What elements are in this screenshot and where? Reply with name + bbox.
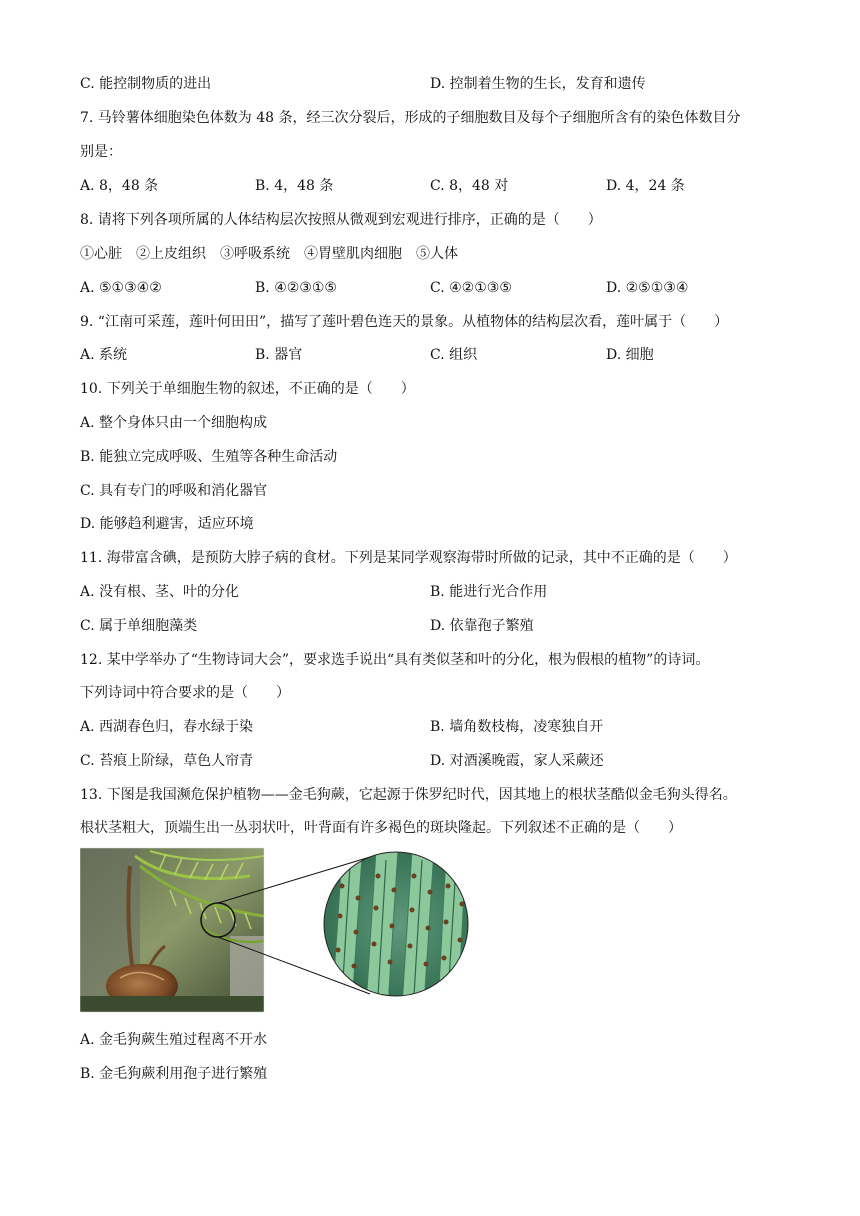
q7-stem-line1: 7. 马铃薯体细胞染色体数为 48 条，经三次分裂后，形成的子细胞数目及每个子细胞所含有的染色体数目分 — [80, 110, 741, 126]
q8-option-b: B. ④②③①⑤ — [255, 280, 337, 296]
q12-option-d: D. 对酒溪晚霞，家人采蕨还 — [430, 753, 604, 769]
q11-option-c: C. 属于单细胞藻类 — [80, 618, 198, 634]
q11-option-d: D. 依靠孢子繁殖 — [430, 618, 534, 634]
q10-option-d: D. 能够趋利避害，适应环境 — [80, 516, 254, 532]
q9-option-d: D. 细胞 — [606, 347, 654, 363]
fern-figure — [80, 846, 520, 1014]
q12-option-c: C. 苔痕上阶绿，草色人帘青 — [80, 753, 254, 769]
q10-option-b: B. 能独立完成呼吸、生殖等各种生命活动 — [80, 449, 338, 465]
q8-option-a: A. ⑤①③④② — [80, 280, 162, 296]
q12-stem-line1: 12. 某中学举办了“生物诗词大会”，要求选手说出“具有类似茎和叶的分化，根为假根的植物”的诗词。 — [80, 652, 710, 668]
fern-photo — [80, 848, 264, 1012]
q6-option-d: D. 控制着生物的生长，发育和遗传 — [430, 76, 646, 92]
magnified-leaf — [320, 846, 480, 1006]
q8-stem: 8. 请将下列各项所属的人体结构层次按照从微观到宏观进行排序，正确的是（ ） — [80, 212, 602, 228]
q13-option-b: B. 金毛狗蕨利用孢子进行繁殖 — [80, 1066, 268, 1082]
q11-option-b: B. 能进行光合作用 — [430, 584, 548, 600]
q7-option-c: C. 8，48 对 — [430, 178, 509, 194]
q9-option-a: A. 系统 — [80, 347, 128, 363]
q8-items: ①心脏 ②上皮组织 ③呼吸系统 ④胃壁肌肉细胞 ⑤人体 — [80, 246, 458, 262]
q8-option-d: D. ②⑤①③④ — [606, 280, 689, 296]
q10-stem: 10. 下列关于单细胞生物的叙述，不正确的是（ ） — [80, 381, 415, 397]
q8-option-c: C. ④②①③⑤ — [430, 280, 512, 296]
q9-stem: 9. “江南可采莲，莲叶何田田”，描写了莲叶碧色连天的景象。从植物体的结构层次看，莲叶属于（ ） — [80, 314, 729, 330]
q11-option-a: A. 没有根、茎、叶的分化 — [80, 584, 240, 600]
q13-option-a: A. 金毛狗蕨生殖过程离不开水 — [80, 1032, 268, 1048]
q12-stem-line2: 下列诗词中符合要求的是（ ） — [80, 685, 290, 701]
q13-stem-line2: 根状茎粗大，顶端生出一丛羽状叶，叶背面有许多褐色的斑块隆起。下列叙述不正确的是（ ） — [80, 820, 682, 836]
q10-option-a: A. 整个身体只由一个细胞构成 — [80, 415, 268, 431]
q12-option-b: B. 墙角数枝梅，凌寒独自开 — [430, 719, 604, 735]
q6-option-c: C. 能控制物质的进出 — [80, 76, 212, 92]
q7-option-a: A. 8，48 条 — [80, 178, 159, 194]
q10-option-c: C. 具有专门的呼吸和消化器官 — [80, 483, 268, 499]
q9-option-c: C. 组织 — [430, 347, 478, 363]
q7-option-d: D. 4，24 条 — [606, 178, 685, 194]
q7-stem-line2: 别是： — [80, 144, 122, 160]
q9-option-b: B. 器官 — [255, 347, 303, 363]
q12-option-a: A. 西湖春色归，春水绿于染 — [80, 719, 254, 735]
q11-stem: 11. 海带富含碘，是预防大脖子病的食材。下列是某同学观察海带时所做的记录，其中不正确的是（ ） — [80, 550, 737, 566]
q7-option-b: B. 4，48 条 — [255, 178, 334, 194]
q13-stem-line1: 13. 下图是我国濒危保护植物——金毛狗蕨，它起源于侏罗纪时代，因其地上的根状茎酷似金毛狗头得名。 — [80, 787, 737, 803]
